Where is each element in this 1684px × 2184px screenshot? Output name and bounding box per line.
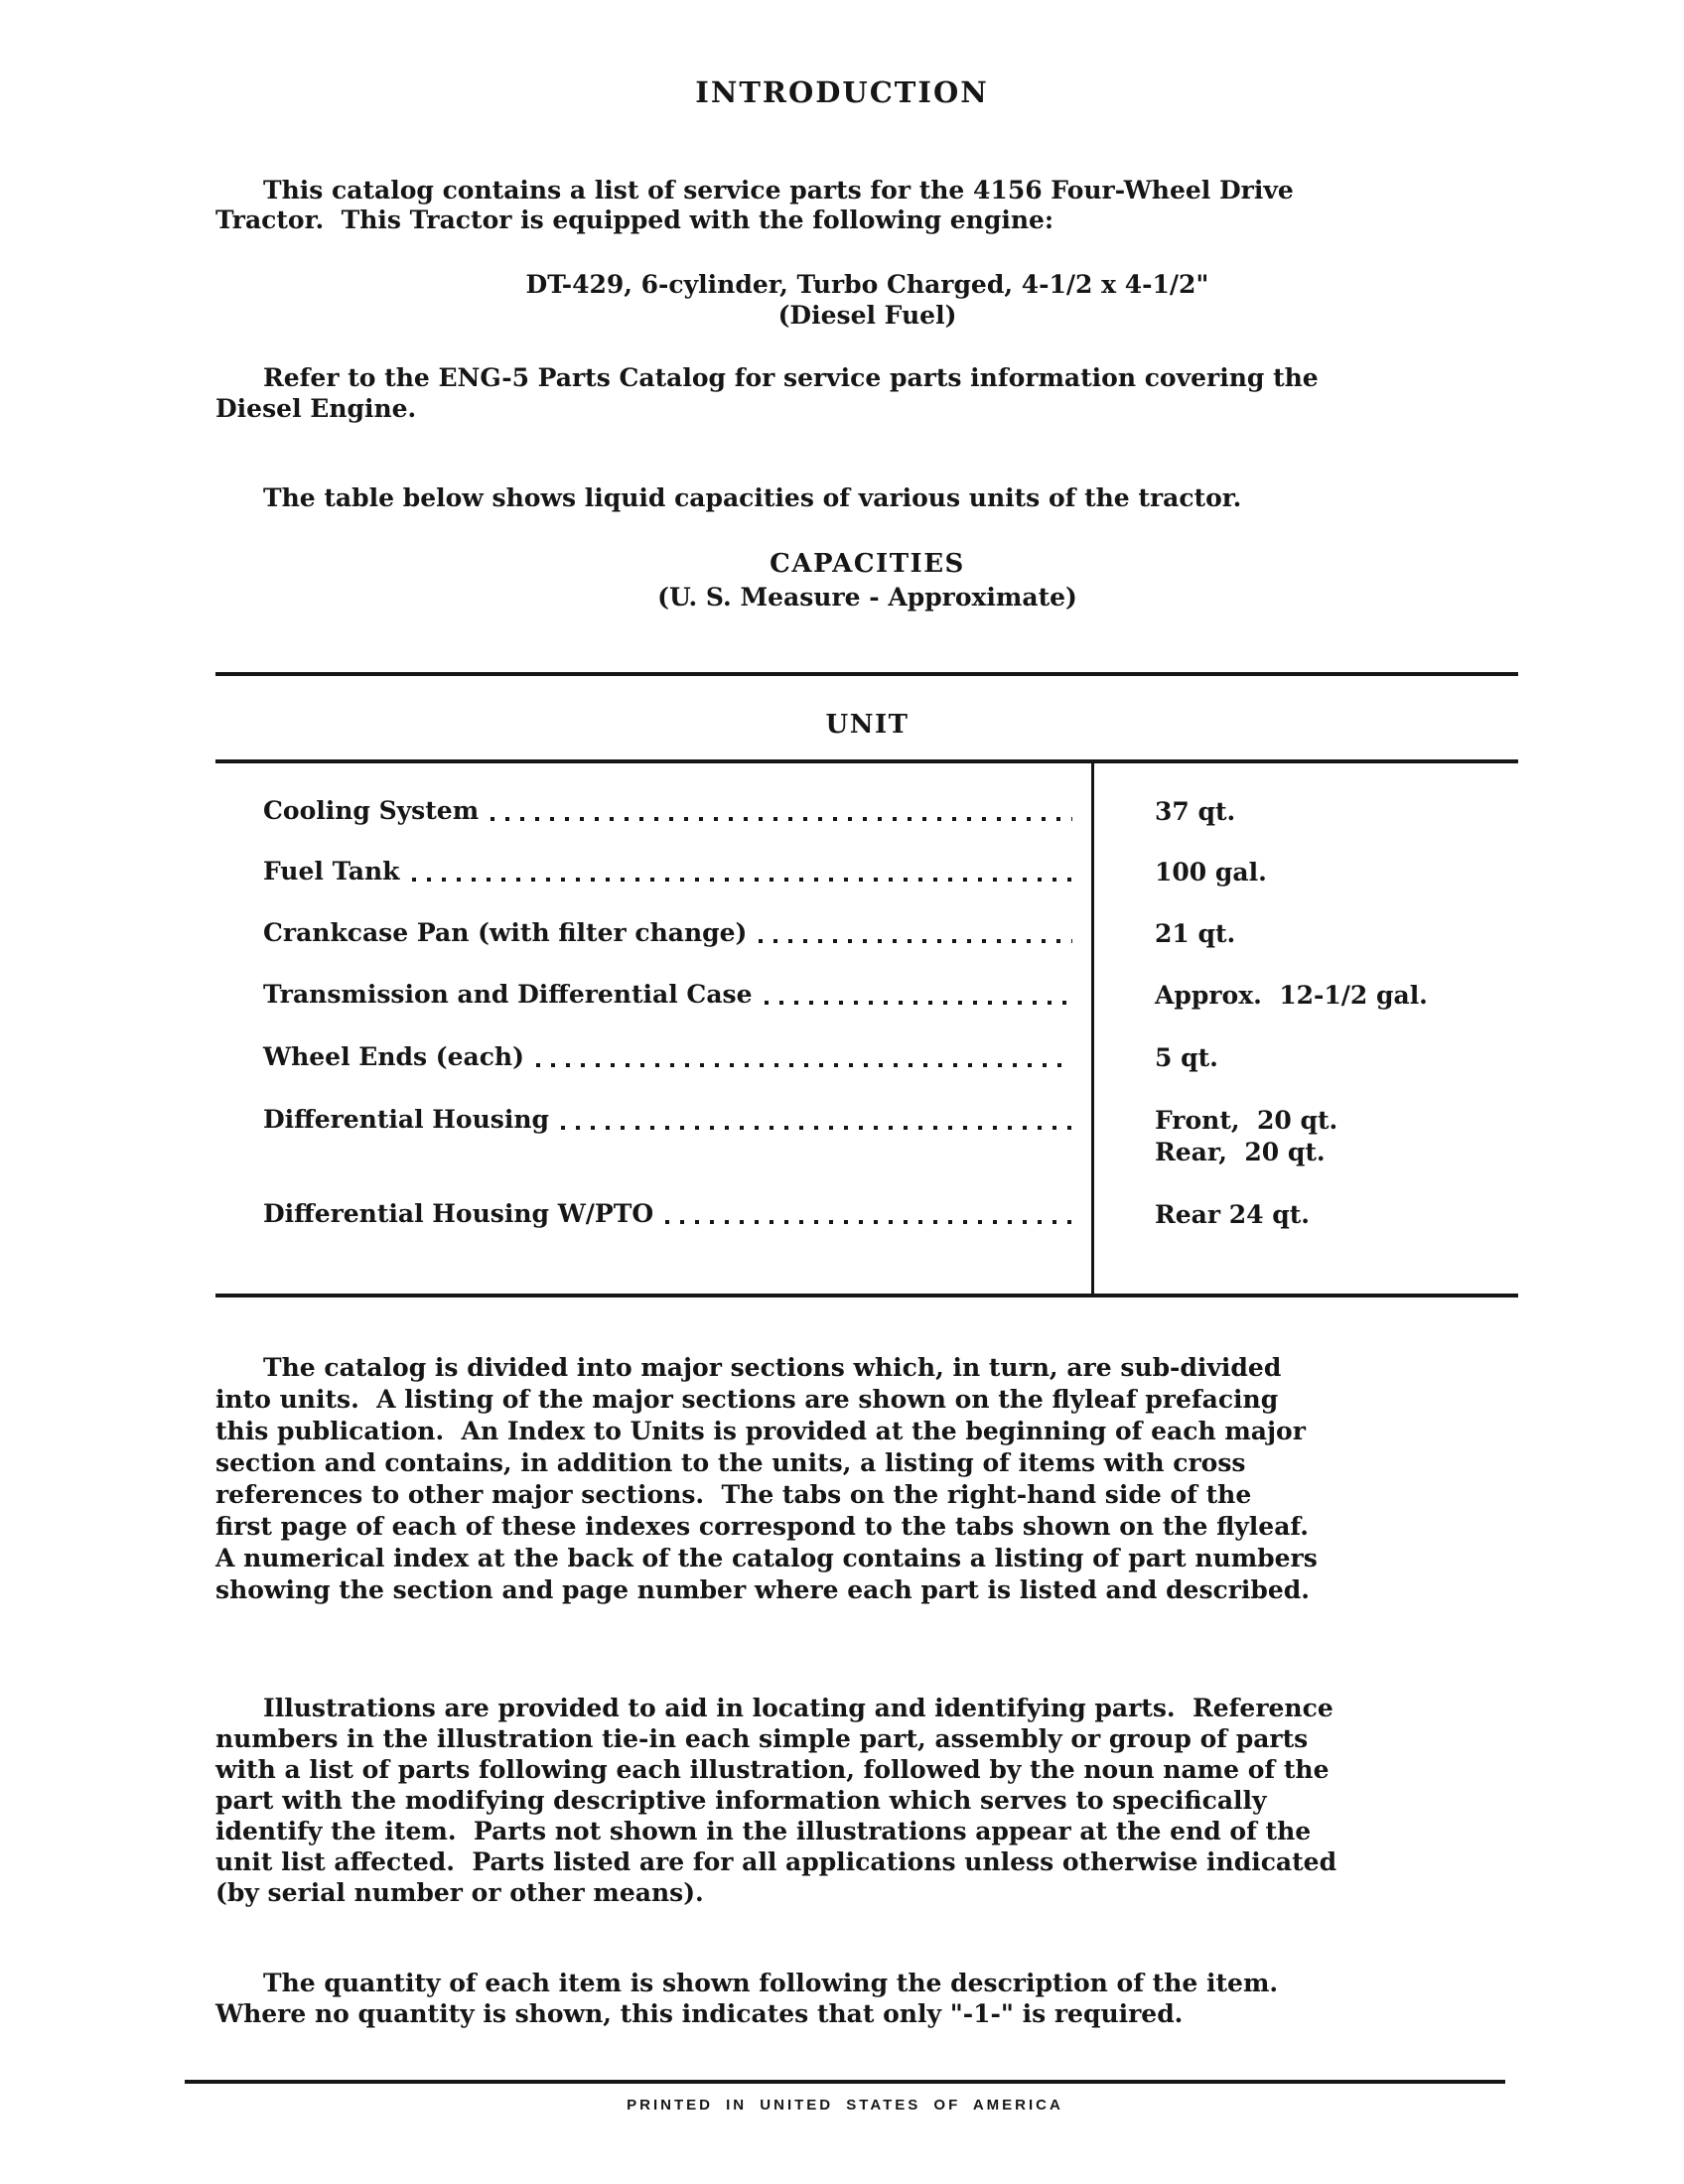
dot-leader — [536, 1063, 1072, 1067]
dot-leader — [412, 878, 1073, 882]
table-row — [263, 1105, 1074, 1135]
paragraph-line: Illustrations are provided to aid in locating and identifying parts. Reference — [263, 1694, 1333, 1722]
capacity-value: 21 qt. — [1155, 919, 1236, 948]
dot-leader — [561, 1126, 1072, 1130]
engine-spec — [215, 269, 1519, 331]
table-row — [263, 857, 1074, 887]
paragraph-line: into units. A listing of the major sections are shown on the flyleaf prefacing — [215, 1385, 1279, 1414]
paragraph-line: part with the modifying descriptive information which serves to specifically — [215, 1786, 1267, 1815]
paragraph-line: A numerical index at the back of the catalog contains a listing of part numbers — [215, 1544, 1318, 1572]
paragraph-quantity — [215, 1968, 1536, 2029]
paragraph-line: identify the item. Parts not shown in the illustrations appear at the end of the — [215, 1817, 1312, 1845]
paragraph-line: This catalog contains a list of service parts for the 4156 Four-Wheel Drive — [263, 176, 1294, 205]
paragraph-illustrations — [215, 1693, 1536, 1908]
table-top-rule — [215, 672, 1518, 676]
table-row — [263, 1199, 1074, 1229]
capacity-cell — [1155, 1199, 1310, 1231]
table-row — [263, 918, 1074, 948]
unit-cell: Wheel Ends (each) — [263, 1042, 524, 1071]
capacity-cell — [1155, 857, 1267, 888]
capacity-value: Front, 20 qt. — [1155, 1106, 1338, 1135]
capacities-heading: CAPACITIES — [770, 549, 965, 579]
table-bottom-rule — [215, 1294, 1518, 1297]
paragraph-line: with a list of parts following each illustration, followed by the noun name of the — [215, 1755, 1330, 1784]
footer-rule — [185, 2080, 1505, 2084]
paragraph-line: numbers in the illustration tie-in each simple part, assembly or group of parts — [215, 1724, 1309, 1753]
paragraph-line: Where no quantity is shown, this indicates that only "-1-" is required. — [215, 1999, 1184, 2028]
capacities-subheading: (U. S. Measure - Approximate) — [657, 583, 1077, 612]
paragraph-line: The catalog is divided into major sections which, in turn, are sub-divided — [263, 1353, 1282, 1382]
page-title: INTRODUCTION — [695, 75, 989, 109]
dot-leader — [759, 939, 1072, 943]
paragraph-line: Tractor. This Tractor is equipped with the following engine: — [215, 205, 1054, 234]
capacity-cell — [1155, 980, 1428, 1012]
unit-cell: Differential Housing — [263, 1105, 550, 1134]
table-column-header-unit: UNIT — [825, 710, 910, 740]
unit-cell: Fuel Tank — [263, 857, 400, 886]
capacity-value: 5 qt. — [1155, 1043, 1218, 1072]
capacity-value: Rear, 20 qt. — [1155, 1138, 1326, 1166]
dot-leader — [665, 1220, 1072, 1224]
table-row — [263, 796, 1074, 826]
capacity-value: Rear 24 qt. — [1155, 1200, 1310, 1229]
capacity-value: 100 gal. — [1155, 858, 1267, 887]
dot-leader — [491, 817, 1072, 821]
capacity-cell — [1155, 796, 1235, 828]
paragraph-line: this publication. An Index to Units is provided at the beginning of each major — [215, 1417, 1306, 1445]
unit-cell: Crankcase Pan (with filter change) — [263, 918, 748, 947]
capacity-value: 37 qt. — [1155, 797, 1236, 826]
capacity-value: Approx. 12-1/2 gal. — [1155, 981, 1428, 1010]
unit-cell: Cooling System — [263, 796, 480, 825]
paragraph-catalog-division — [215, 1352, 1536, 1606]
engine-spec-line: DT-429, 6-cylinder, Turbo Charged, 4-1/2 x 4-1/2" — [525, 270, 1209, 299]
paragraph-line: The table below shows liquid capacities of various units of the tractor. — [263, 483, 1242, 512]
unit-cell: Differential Housing W/PTO — [263, 1199, 654, 1228]
table-header-rule — [215, 759, 1518, 763]
paragraph-line: Refer to the ENG-5 Parts Catalog for service parts information covering the — [263, 363, 1319, 392]
table-column-divider — [1091, 763, 1094, 1297]
footer-printed-in-usa: PRINTED IN UNITED STATES OF AMERICA — [627, 2097, 1063, 2114]
table-row — [263, 1042, 1074, 1072]
paragraph-line: showing the section and page number where each part is listed and described. — [215, 1575, 1310, 1604]
paragraph-line: Diesel Engine. — [215, 394, 417, 423]
unit-cell: Transmission and Differential Case — [263, 980, 753, 1009]
paragraph-line: The quantity of each item is shown following the description of the item. — [263, 1969, 1279, 1997]
capacity-cell — [1155, 1042, 1218, 1074]
paragraph-table-intro — [215, 483, 1536, 513]
paragraph-line: (by serial number or other means). — [215, 1878, 704, 1907]
capacity-cell — [1155, 1105, 1337, 1168]
paragraph-refer-eng5 — [215, 362, 1536, 424]
capacity-cell — [1155, 918, 1235, 950]
paragraph-line: first page of each of these indexes correspond to the tabs shown on the flyleaf. — [215, 1512, 1309, 1541]
engine-fuel-line: (Diesel Fuel) — [777, 301, 957, 330]
paragraph-line: references to other major sections. The tabs on the right-hand side of the — [215, 1480, 1252, 1509]
paragraph-line: section and contains, in addition to the units, a listing of items with cross — [215, 1448, 1246, 1477]
paragraph-catalog-contains — [215, 176, 1536, 235]
paragraph-line: unit list affected. Parts listed are for all applications unless otherwise indicated — [215, 1847, 1337, 1876]
dot-leader — [765, 1001, 1073, 1005]
table-row — [263, 980, 1074, 1010]
